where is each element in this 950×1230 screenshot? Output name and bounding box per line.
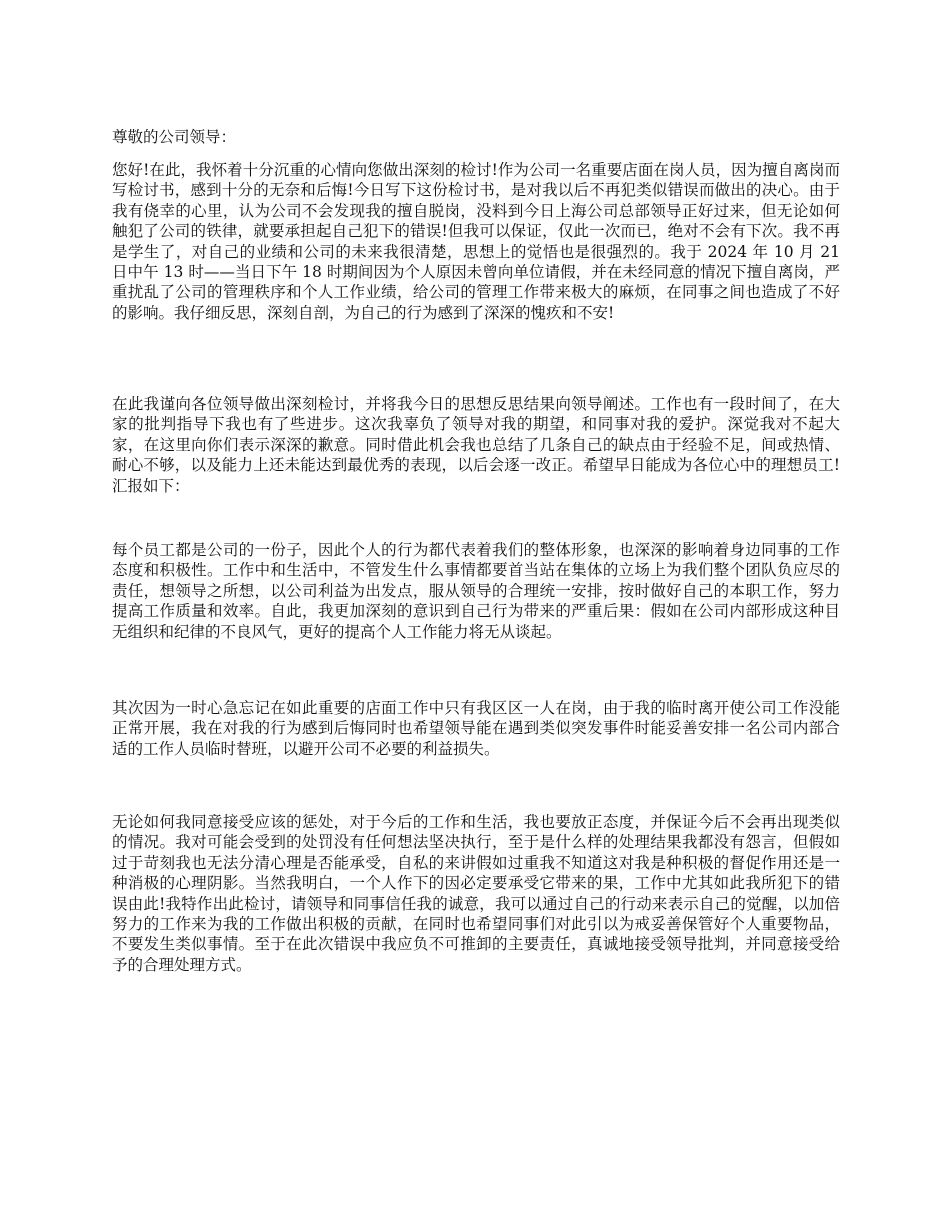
salutation: 尊敬的公司领导： xyxy=(112,128,237,146)
paragraph-accept-punishment: 无论如何我同意接受应该的惩处，对于今后的工作和生活，我也要放正态度，并保证今后不会再出现类似的情况。我对可能会受到的处罚没有任何想法坚决执行，至于是什么样的处理结果我都没有怨言，但假如过于苛刻我也无法分清心理是否能承受，自私的来讲假如过重我不知道这对我是种积极的督促作用还是一种消极的心理阴影。当然我明白，一个人作下的因必定要承受它带来的果，工作中尤其如此我所犯下的错误由此!我特作出此检讨，请领导和同事信任我的诚意，我可以通过自己的行动来表示自己的觉醒，以加倍努力的工作来为我的工作做出积极的贡献，在同时也希望同事们对此引以为戒妥善保管好个人重要物品，不要发生类似事情。至于在此次错误中我应负不可推卸的主要责任，真诚地接受领导批判，并同意接受给予的合理处理方式。 xyxy=(112,813,840,974)
paragraph-self-reflection: 在此我谨向各位领导做出深刻检讨，并将我今日的思想反思结果向领导阐述。工作也有一段时间了，在大家的批判指导下我也有了些进步。这次我辜负了领导对我的期望，和同事对我的爱护。深觉我对不起大家，在这里向你们表示深深的歉意。同时借此机会我也总结了几条自己的缺点由于经验不足，间或热情、耐心不够，以及能力上还未能达到最优秀的表现，以后会逐一改正。希望早日能成为各位心中的理想员工!汇报如下： xyxy=(112,395,840,495)
paragraph-staffing-suggestion: 其次因为一时心急忘记在如此重要的店面工作中只有我区区一人在岗，由于我的临时离开使公司工作没能正常开展，我在对我的行为感到后悔同时也希望领导能在遇到类似突发事件时能妥善安排一名公司内部合适的工作人员临时替班，以避开公司不必要的利益损失。 xyxy=(112,699,840,758)
paragraph-team-responsibility: 每个员工都是公司的一份子，因此个人的行为都代表着我们的整体形象，也深深的影响着身边同事的工作态度和积极性。工作中和生活中，不管发生什么事情都要首当站在集体的立场上为我们整个团队负应尽的责任，想领导之所想，以公司利益为出发点，服从领导的合理统一安排，按时做好自己的本职工作，努力提高工作质量和效率。自此，我更加深刻的意识到自己行为带来的严重后果：假如在公司内部形成这种目无组织和纪律的不良风气，更好的提高个人工作能力将无从谈起。 xyxy=(112,541,840,641)
paragraph-apology-intro: 您好!在此，我怀着十分沉重的心情向您做出深刻的检讨!作为公司一名重要店面在岗人员，因为擅自离岗而写检讨书，感到十分的无奈和后悔!今日写下这份检讨书，是对我以后不再犯类似错误而做出的决心。由于我有侥幸的心里，认为公司不会发现我的擅自脱岗，没料到今日上海公司总部领导正好过来，但无论如何触犯了公司的铁律，就要承担起自己犯下的错误!但我可以保证，仅此一次而已，绝对不会有下次。我不再是学生了，对自己的业绩和公司的未来我很清楚，思想上的觉悟也是很强烈的。我于 2024 年 10 月 21 日中午 13 时——当日下午 18 时期间因为个人原因未曾向单位请假，并在未经同意的情况下擅自离岗，严重扰乱了公司的管理秩序和个人工作业绩，给公司的管理工作带来极大的麻烦，在同事之间也造成了不好的影响。我仔细反思，深刻自剖，为自己的行为感到了深深的愧疚和不安! xyxy=(112,161,840,322)
